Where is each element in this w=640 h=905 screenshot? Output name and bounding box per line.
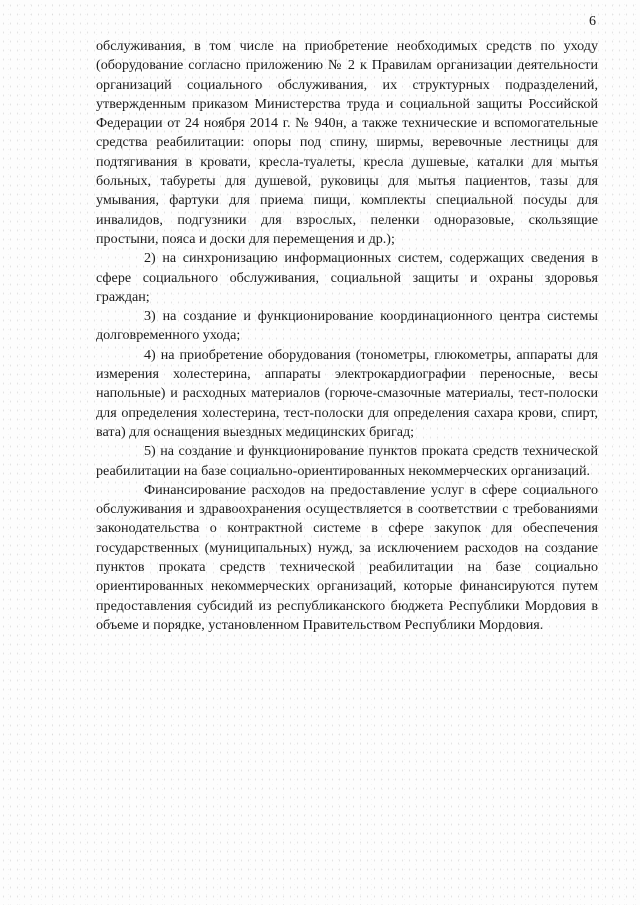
paragraph-item-2: 2) на синхронизацию информационных систем, содержащих сведения в сфере социального обслуживания, социальной защиты и охраны здоровья граждан; — [96, 250, 598, 305]
paragraph-financing: Финансирование расходов на предоставление услуг в сфере социального обслуживания и здравоохранения осуществляется в соответствии с требованиями законодательства о контрактной системе в сфере закупок для обеспечения государственных (муниципальных) нужд, за исключением расходов на создание пунктов проката средств технической реабилитации на базе социально ориентированных некоммерческих организаций, которые финансируются путем предоставления субсидий из республиканского бюджета Республики Мордовия в объеме и порядке, установленном Правительством Республики Мордовия. — [96, 481, 598, 633]
paragraph-continuation: обслуживания, в том числе на приобретение необходимых средств по уходу (оборудование согласно приложению № 2 к Правилам организации деятельности организаций социального обслуживания, их структурных подразделений, утвержденным приказом Министерства труда и социальной защиты Российской Федерации от 24 ноября 2014 г. № 940н, а также технические и вспомогательные средства реабилитации: опоры под спину, ширмы, веревочные лестницы для подтягивания в кровати, кресла-туалеты, кресла душевые, каталки для мытья больных, табуреты для душевой, руковицы для мытья пациентов, тазы для умывания, фартуки для приема пищи, комплекты специальной посуды для инвалидов, подгузники для взрослых, пеленки одноразовые, скользящие простыни, пояса и доски для перемещения и др.); — [96, 38, 598, 247]
paragraph-item-3: 3) на создание и функционирование координационного центра системы долговременного ухода; — [96, 308, 598, 344]
page-number: 6 — [589, 14, 596, 29]
document-body — [96, 37, 598, 635]
paragraph-item-4: 4) на приобретение оборудования (тонометры, глюкометры, аппараты для измерения холестерина, аппараты электрокардиографии переносные, весы напольные) и расходных материалов (горюче-смазочные материалы, тест-полоски для определения холестерина, тест-полоски для определения сахара крови, спирт, вата) для оснащения выездных медицинских бригад; — [96, 346, 598, 440]
paragraph-item-5: 5) на создание и функционирование пунктов проката средств технической реабилитации на базе социально-ориентированных некоммерческих организаций. — [96, 443, 598, 479]
